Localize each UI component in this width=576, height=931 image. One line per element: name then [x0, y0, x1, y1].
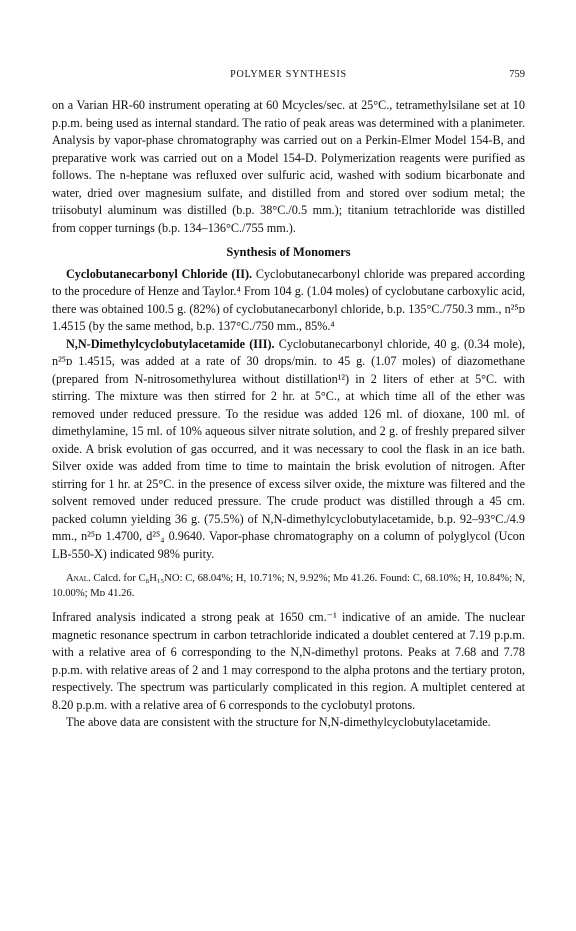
- analysis-text: Calcd. for C₈H₁₅NO: C, 68.04%; H, 10.71%; N, 9.92%; Mᴅ 41.26. Found: C, 68.10%; H, 10.84%; N, 10.00%; Mᴅ 41.26.: [52, 573, 525, 599]
- paragraph-heading: Cyclobutanecarbonyl Chloride (II).: [66, 266, 253, 281]
- paragraph-dimethylcyclobutylacetamide: [52, 336, 525, 564]
- running-head: POLYMER SYNTHESIS: [230, 69, 347, 80]
- paragraph-conclusion: The above data are consistent with the structure for N,N-dimethylcyclobutylacetamide.: [66, 715, 491, 729]
- page-header: [52, 69, 525, 85]
- page-number: 759: [509, 69, 525, 80]
- paragraph-methods: on a Varian HR-60 instrument operating at 60 Mcycles/sec. at 25°C., tetramethylsilane set at 10 p.p.m. being used as internal standard. The ratio of peak areas was determined with a planimeter. Analysis by vapor-phase chromatography was carried out on a Perkin-Elmer Model 154-B, and preparative work was carried out on a Model 154-D. Polymerization reagents were purified as follows. The n-heptane was refluxed over sulfuric acid, washed with sodium bicarbonate and water, dried over magnesium sulfate, and distilled from and stored over sodium metal; the triisobutyl aluminum was distilled (b.p. 38°C./0.5 mm.); titanium tetrachloride was distilled from copper turnings (b.p. 134–136°C./755 mm.).: [52, 98, 525, 235]
- section-title: Synthesis of Monomers: [226, 245, 351, 259]
- paragraph-cyclobutanecarbonyl-chloride: [52, 266, 525, 336]
- analysis-label: Anal.: [66, 573, 91, 584]
- article-body: [52, 97, 525, 732]
- elemental-analysis: [52, 571, 525, 601]
- paragraph-text: Cyclobutanecarbonyl chloride was prepared according to the procedure of Henze and Taylor.⁴ From 104 g. (1.04 moles) of cyclobutane carboxylic acid, there was obtained 100.5 g. (82%) of cyclobutanecarbonyl chloride, b.p. 135°C./750.3 mm., n²⁵ᴅ 1.4515 (by the same method, b.p. 137°C./750 mm., 85%.⁴: [52, 266, 526, 333]
- paragraph-spectroscopy: Infrared analysis indicated a strong peak at 1650 cm.⁻¹ indicative of an amide. The nuclear magnetic resonance spectrum in carbon tetrachloride indicated a doublet centered at 7.19 p.p.m. with a relative area of 6 corresponding to the N,N-dimethyl protons. Peaks at 7.68 and 7.78 p.p.m. with relative areas of 2 and 1 may correspond to the alpha protons and the tertiary proton, respectively. The spectrum was particularly complicated in this region. A multiplet centered at 8.20 p.p.m. with a relative area of 6 corresponds to the cyclobutyl protons.: [52, 610, 525, 712]
- paragraph-heading: N,N-Dimethylcyclobutylacetamide (III).: [66, 336, 275, 351]
- paragraph-text: Cyclobutanecarbonyl chloride, 40 g. (0.34 mole), n²⁵ᴅ 1.4515, was added at a rate of 30 drops/min. to 45 g. (1.07 moles) of diazomethane (prepared from N-nitrosomethylurea without distillation¹²) in 2 liters of ether at 5°C. with stirring. The mixture was then stirred for 2 hr. at 5°C., at which time all of the ether was removed under reduced pressure. To the residue was added 126 ml. of dioxane, 100 ml. of dimethylamine, 15 ml. of 10% aqueous silver nitrate solution, and 2 g. of freshly prepared silver oxide. A brisk evolution of gas occurred, and it was necessary to cool the flask in an ice bath. Silver oxide was added from time to time to maintain the brisk evolution of nitrogen. After stirring for 1 hr. at 25°C. in the presence of excess silver oxide, the mixture was filtered and the solvent removed under reduced pressure. The crude product was distilled through a 45 cm. packed column yielding 36 g. (75.5%) of N,N-dimethylcyclobutylacetamide, b.p. 92–93°C./4.9 mm., n²⁵ᴅ 1.4700, d²⁵₄ 0.9640. Vapor-phase chromatography on a column of polyglycol (Ucon LB-550-X) indicated 98% purity.: [52, 336, 525, 561]
